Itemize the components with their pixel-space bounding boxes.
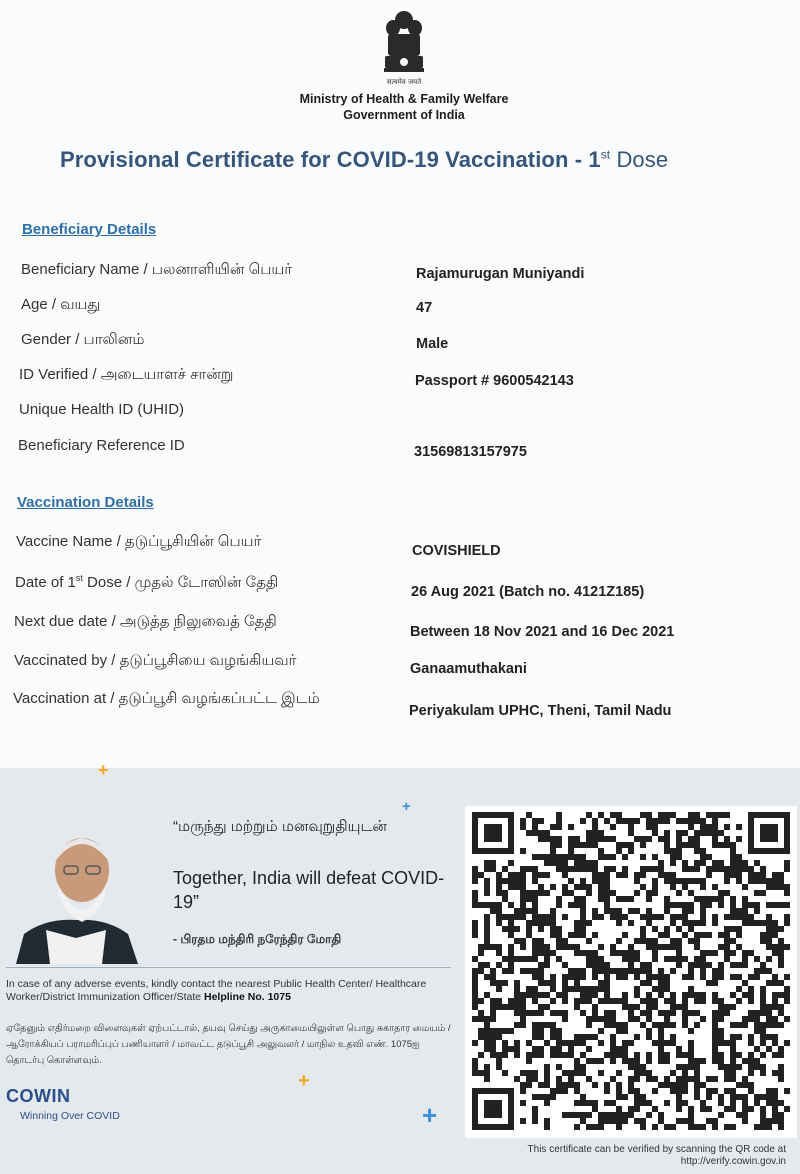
first-dose-date-value: 26 Aug 2021 (Batch no. 4121Z185)	[411, 584, 645, 600]
plus-decoration-icon: +	[298, 1070, 310, 1092]
beneficiary-reference-id-label: Beneficiary Reference ID	[18, 437, 185, 454]
id-verified-value: Passport # 9600542143	[415, 373, 574, 389]
id-verified-label: ID Verified / அடையாளச் சான்று	[19, 366, 234, 383]
first-dose-date-label: Date of 1st Dose / முதல் டோஸின் தேதி	[15, 573, 279, 591]
vaccine-name-value: COVISHIELD	[412, 543, 501, 559]
vaccine-name-label: Vaccine Name / தடுப்பூசியின் பெயர்	[16, 533, 262, 550]
gender-value: Male	[416, 336, 449, 352]
plus-decoration-icon: +	[402, 798, 411, 815]
vaccination-at-value: Periyakulam UPHC, Theni, Tamil Nadu	[409, 703, 672, 719]
plus-decoration-icon: +	[422, 1100, 438, 1130]
gender-label: Gender / பாலினம்	[21, 331, 145, 348]
emblem-motto: सत्यमेव जयते	[386, 78, 422, 86]
vaccination-at-label: Vaccination at / தடுப்பூசி வழங்கப்பட்ட இடம்	[13, 690, 320, 707]
ministry-name: Ministry of Health & Family Welfare	[299, 92, 509, 106]
vaccination-details-heading: Vaccination Details	[17, 494, 154, 511]
verification-qr-code	[472, 812, 790, 1130]
certificate-title: Provisional Certificate for COVID-19 Vaccination - 1st Dose	[60, 147, 669, 172]
beneficiary-details-heading: Beneficiary Details	[22, 221, 157, 238]
verification-notice: This certificate can be verified by scanning the QR code at http://verify.cowin.gov.in	[527, 1144, 786, 1167]
government-name: Government of India	[343, 108, 465, 122]
next-due-date-label: Next due date / அடுத்த நிலுவைத் தேதி	[14, 613, 277, 630]
next-due-date-value: Between 18 Nov 2021 and 16 Dec 2021	[410, 624, 675, 640]
age-label: Age / வயது	[21, 296, 101, 313]
national-emblem-icon	[380, 8, 428, 90]
plus-decoration-icon: +	[98, 760, 109, 780]
beneficiary-name-value: Rajamurugan Muniyandi	[416, 266, 585, 282]
quote-english: Together, India will defeat COVID-19”	[173, 868, 445, 912]
cowin-tagline: Winning Over COVID	[20, 1110, 120, 1122]
vaccinated-by-label: Vaccinated by / தடுப்பூசியை வழங்கியவர்	[14, 652, 297, 669]
beneficiary-name-label: Beneficiary Name / பலனாளியின் பெயர்	[21, 261, 293, 278]
vaccinated-by-value: Ganaamuthakani	[410, 661, 527, 677]
cowin-logo: COWIN	[6, 1086, 71, 1106]
prime-minister-photo	[6, 826, 146, 964]
adverse-events-notice-tamil: ஏதேனும் எதிர்மறை விளைவுகள் ஏற்பட்டால், தயவு செய்து அருகாமையிலுள்ள பொது சுகாதார மையம் / ஆரோக்கியப் பராமரிப்புப் பணியாளர் / மாவட்ட தடுப்பூசி அலுவலர் / மாநில உதவி எண். 1075ஐ தொடர்பு கொள்ளவும்.	[6, 1023, 451, 1066]
age-value: 47	[416, 300, 433, 316]
quote-attribution: - பிரதம மந்திரி நரேந்திர மோதி	[173, 932, 342, 946]
quote-tamil: “மருந்து மற்றும் மனவுறுதியுடன்	[173, 818, 387, 835]
beneficiary-reference-id-value: 31569813157975	[414, 444, 527, 460]
uhid-label: Unique Health ID (UHID)	[19, 401, 185, 418]
adverse-events-notice-english: In case of any adverse events, kindly contact the nearest Public Health Center/ Healthcare Worker/District Immunization Officer/State Helpline No. 1075	[6, 978, 427, 1003]
divider	[6, 967, 451, 968]
